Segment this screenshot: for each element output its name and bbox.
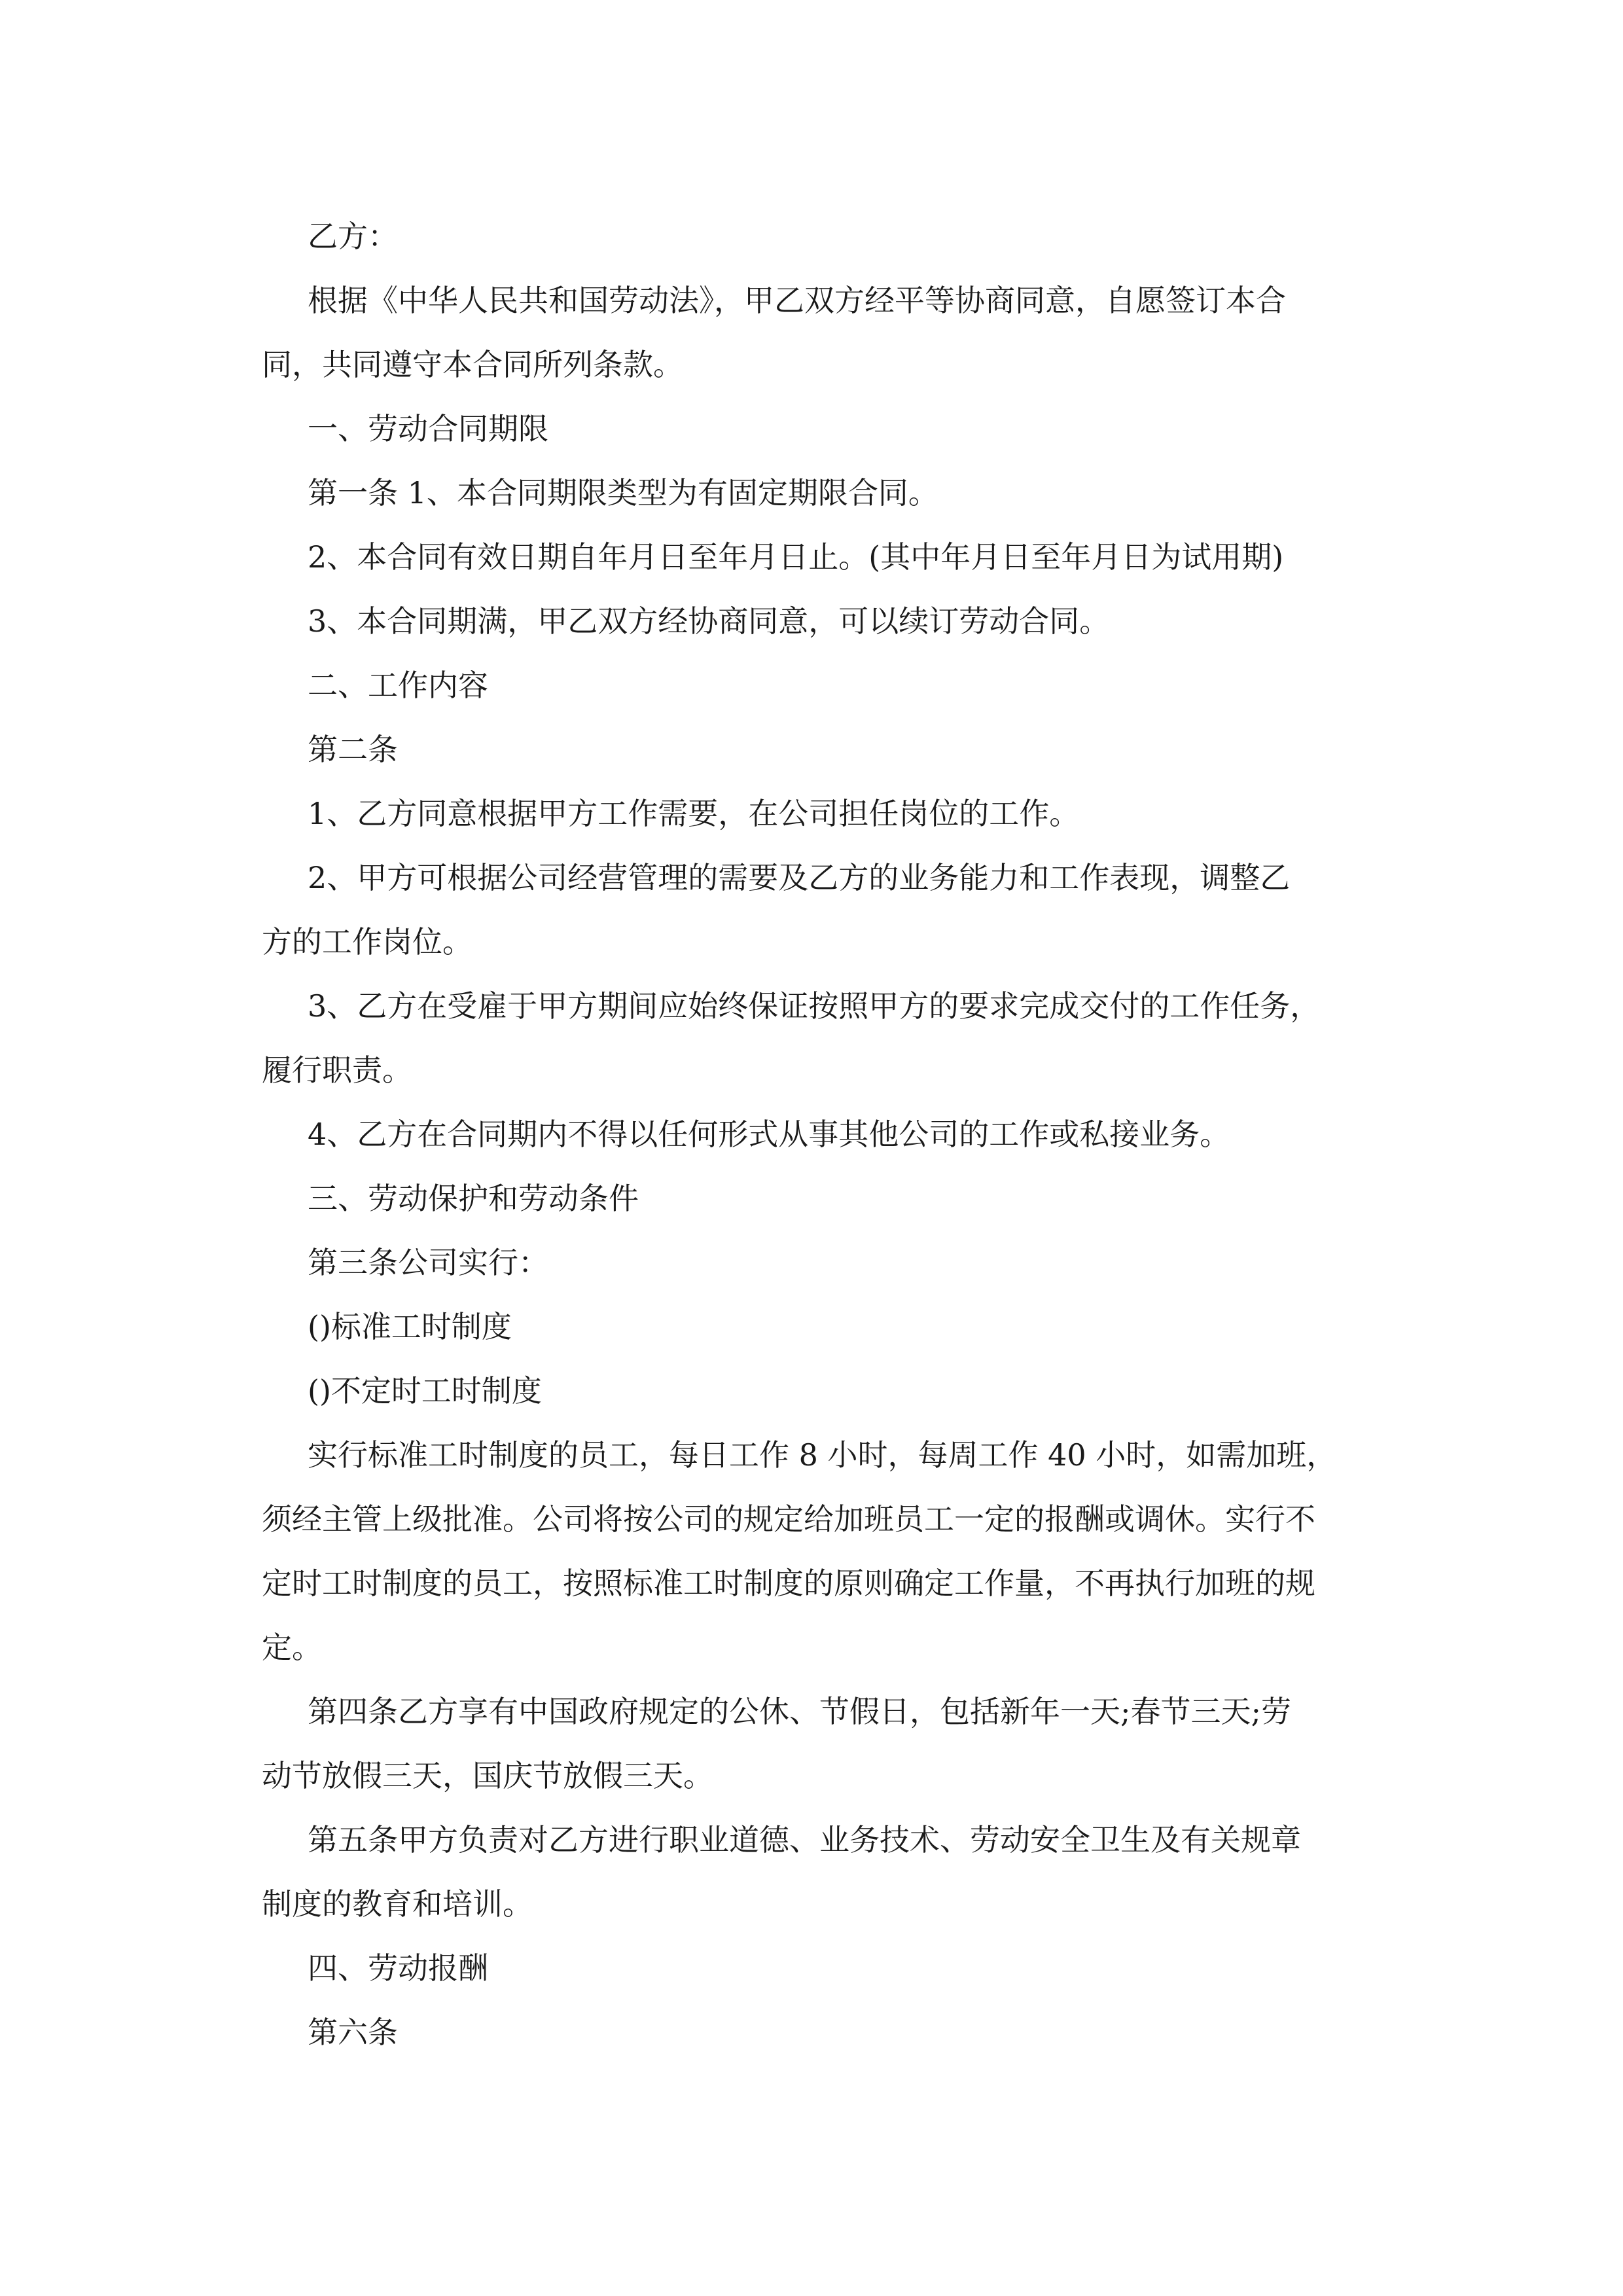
paragraph-p19 <box>262 1808 1387 1936</box>
paragraph-p15 <box>308 1295 1387 1359</box>
paragraph-line: 同，共同遵守本合同所列条款。 <box>262 347 683 382</box>
paragraph-line: 根据《中华人民共和国劳动法》，甲乙双方经平等协商同意，自愿签订本合 <box>308 283 1286 318</box>
paragraph-p10 <box>262 846 1387 974</box>
paragraph-line: 方的工作岗位。 <box>262 924 473 960</box>
paragraph-line: 1、乙方同意根据甲方工作需要，在公司担任岗位的工作。 <box>308 796 1080 831</box>
paragraph-p14 <box>308 1230 1387 1295</box>
paragraph-p20 <box>308 1936 1387 2000</box>
paragraph-line: 3、本合同期满，甲乙双方经协商同意，可以续订劳动合同。 <box>308 603 1110 639</box>
paragraph-line: 一、劳动合同期限 <box>308 411 548 446</box>
paragraph-line: 第六条 <box>308 2015 398 2050</box>
paragraph-line: 第五条甲方负责对乙方进行职业道德、业务技术、劳动安全卫生及有关规章 <box>308 1822 1301 1857</box>
paragraph-line: ()标准工时制度 <box>308 1309 512 1344</box>
paragraph-p11 <box>262 974 1387 1102</box>
paragraph-line: 制度的教育和培训。 <box>262 1886 533 1922</box>
paragraph-line: 乙方： <box>308 219 398 254</box>
paragraph-p5 <box>308 525 1387 589</box>
paragraph-line: 四、劳动报酬 <box>308 1950 488 1986</box>
paragraph-p17 <box>262 1423 1387 1679</box>
paragraph-line: 第四条乙方享有中国政府规定的公休、节假日，包括新年一天;春节三天;劳 <box>308 1694 1291 1729</box>
paragraph-line: 定时工时制度的员工，按照标准工时制度的原则确定工作量，不再执行加班的规 <box>262 1566 1315 1601</box>
paragraph-p21 <box>308 2000 1387 2064</box>
paragraph-line: 动节放假三天，国庆节放假三天。 <box>262 1758 713 1793</box>
paragraph-line: ()不定时工时制度 <box>308 1373 542 1408</box>
paragraph-line: 2、本合同有效日期自年月日至年月日止。(其中年月日至年月日为试用期) <box>308 539 1284 575</box>
paragraph-line: 2、甲方可根据公司经营管理的需要及乙方的业务能力和工作表现，调整乙 <box>308 860 1291 895</box>
paragraph-p13 <box>308 1166 1387 1230</box>
paragraph-p1 <box>308 204 1387 268</box>
paragraph-p3 <box>308 397 1387 461</box>
paragraph-line: 履行职责。 <box>262 1052 412 1088</box>
paragraph-p12 <box>308 1102 1387 1166</box>
paragraph-line: 第一条 1、本合同期限类型为有固定期限合同。 <box>308 475 938 511</box>
paragraph-line: 3、乙方在受雇于甲方期间应始终保证按照甲方的要求完成交付的工作任务， <box>308 988 1321 1024</box>
paragraph-p9 <box>308 781 1387 846</box>
paragraph-p16 <box>308 1359 1387 1423</box>
paragraph-line: 实行标准工时制度的员工，每日工作 8 小时，每周工作 40 小时，如需加班， <box>308 1437 1337 1473</box>
paragraph-line: 4、乙方在合同期内不得以任何形式从事其他公司的工作或私接业务。 <box>308 1117 1230 1152</box>
paragraph-line: 三、劳动保护和劳动条件 <box>308 1181 639 1216</box>
paragraph-p18 <box>262 1679 1387 1808</box>
paragraph-line: 二、工作内容 <box>308 668 488 703</box>
paragraph-line: 须经主管上级批准。公司将按公司的规定给加班员工一定的报酬或调休。实行不 <box>262 1501 1315 1537</box>
document-page <box>262 204 1387 2064</box>
paragraph-p6 <box>308 589 1387 653</box>
paragraph-p8 <box>308 717 1387 781</box>
paragraph-line: 定。 <box>262 1630 322 1665</box>
paragraph-p4 <box>308 461 1387 525</box>
paragraph-line: 第二条 <box>308 732 398 767</box>
paragraph-p2 <box>262 268 1387 397</box>
paragraph-line: 第三条公司实行： <box>308 1245 548 1280</box>
paragraph-p7 <box>308 653 1387 717</box>
